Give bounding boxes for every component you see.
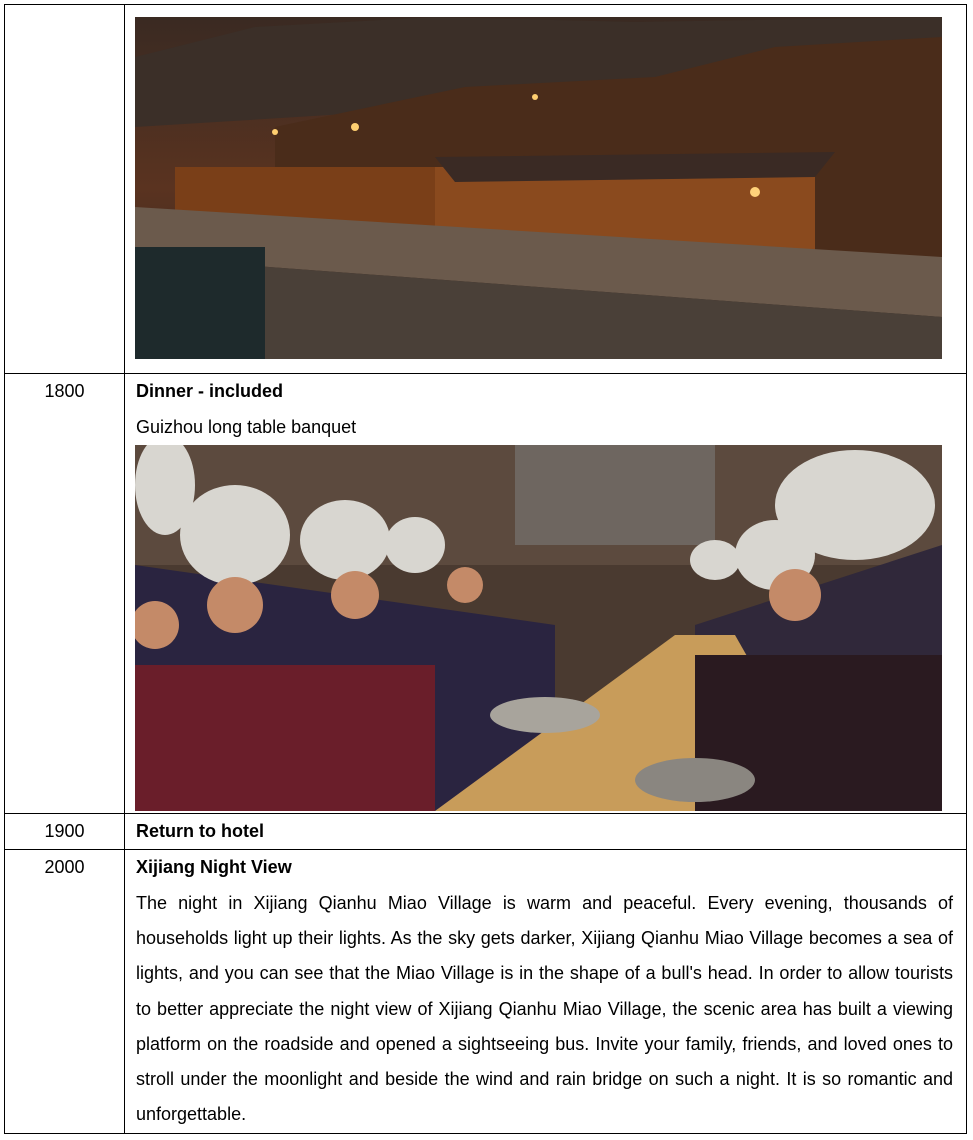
- time-cell: 1900: [44, 821, 85, 841]
- row-divider: [4, 849, 966, 850]
- activity-title: Return to hotel: [136, 821, 264, 841]
- row-divider: [4, 373, 966, 374]
- table-border: [966, 4, 967, 1134]
- activity-title: Xijiang Night View: [136, 857, 292, 877]
- time-cell: 1800: [44, 381, 85, 401]
- activity-title: Dinner - included: [136, 381, 284, 401]
- table-border: [4, 1133, 966, 1134]
- activity-subtitle: Guizhou long table banquet: [136, 417, 357, 437]
- long-table-banquet-photo: [135, 445, 942, 811]
- column-divider: [124, 4, 125, 1134]
- riverside-village-night-photo: [135, 17, 942, 359]
- activity-description: The night in Xijiang Qianhu Miao Village is warm and peaceful. Every evening, thousands of households light up their lights. As the sky gets darker, Xijiang Qianhu Miao Village becomes a sea of lights, and you can see that the Miao Village is in the shape of a bull's head. In order to allow tourists to better appreciate the night view of Xijiang Qianhu Miao Village, the scenic area has built a viewing platform on the roadside and opened a sightseeing bus. Invite your family, friends, and loved ones to stroll under the moonlight and beside the wind and rain bridge on such a night. It is so romantic and unforgettable.: [136, 893, 953, 1125]
- table-border: [4, 4, 5, 1134]
- table-border: [4, 4, 966, 5]
- time-cell: 2000: [44, 857, 85, 877]
- row-divider: [4, 813, 966, 814]
